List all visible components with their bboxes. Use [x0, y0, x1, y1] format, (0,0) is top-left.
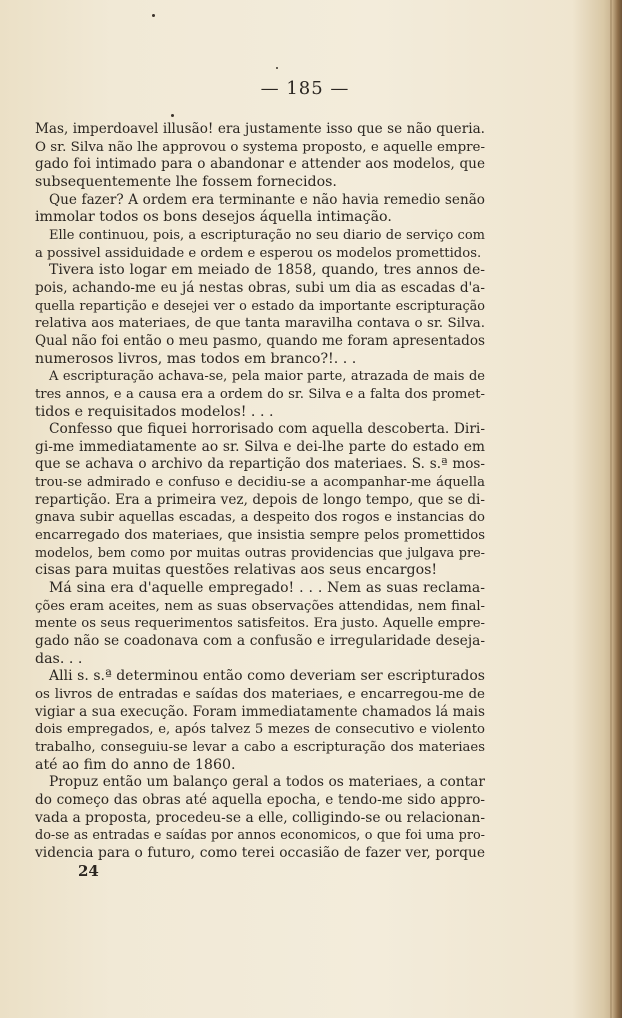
text-line: do começo das obras até aquella epocha, e tendo-me sido appro-	[35, 791, 485, 808]
text-line: tidos e requisitados modelos! . . .	[35, 403, 274, 420]
text-line: a possivel assiduidade e ordem e esperou os modelos promettidos.	[35, 245, 482, 261]
text-line: modelos, bem como por muitas outras providencias que julgava pre-	[35, 545, 485, 561]
text-line: encarregado dos materiaes, que insistia sempre pelos promettidos	[35, 528, 485, 544]
text-line: ções eram aceites, nem as suas observações attendidas, nem final-	[35, 598, 485, 614]
text-line: trou-se admirado e confuso e decidiu-se a acompanhar-me áquella	[35, 475, 485, 491]
text-line: Elle continuou, pois, a escripturação no seu diario de serviço com	[49, 227, 485, 243]
ink-speck	[276, 67, 278, 69]
text-line: cisas para muitas questões relativas aos seus encargos!	[35, 562, 438, 579]
text-line: Confesso que fiquei horrorisado com aquella descoberta. Diri-	[49, 421, 485, 438]
text-line: do-se as entradas e saídas por annos economicos, o que foi uma pro-	[35, 828, 485, 844]
text-line: trabalho, conseguiu-se levar a cabo a escripturação dos materiaes	[35, 739, 485, 755]
page-number-header: — 185 —	[260, 78, 350, 99]
text-line: mente os seus requerimentos satisfeitos. Era justo. Aquelle empre-	[35, 616, 485, 632]
text-line: relativa aos materiaes, de que tanta maravilha contava o sr. Silva.	[35, 316, 485, 332]
ink-speck	[152, 14, 155, 17]
text-line: quella repartição e desejei ver o estado da importante escripturação	[35, 298, 485, 314]
text-line: gado foi intimado para o abandonar e attender aos modelos, que	[35, 156, 485, 173]
text-line: gnava subir aquellas escadas, a despeito dos rogos e instancias do	[35, 510, 485, 526]
text-line: videncia para o futuro, como terei occasião de fazer ver, porque	[35, 844, 485, 861]
text-line: pois, achando-me eu já nestas obras, subi um dia as escadas d'a-	[35, 279, 485, 296]
text-line: Propuz então um balanço geral a todos os materiaes, a contar	[49, 774, 485, 791]
text-line: Qual não foi então o meu pasmo, quando me foram apresentados	[35, 332, 485, 349]
text-line: gado não se coadonava com a confusão e irregularidade deseja-	[35, 633, 485, 650]
signature-mark: 24	[78, 862, 99, 880]
text-line: os livros de entradas e saídas dos materiaes, e encarregou-me de	[35, 687, 485, 702]
text-line: tres annos, e a causa era a ordem do sr. Silva e a falta dos promet-	[35, 386, 485, 402]
text-line: gi-me immediatamente ao sr. Silva e dei-lhe parte do estado em	[35, 438, 485, 455]
ink-speck	[171, 114, 174, 117]
text-line: immolar todos os bons desejos áquella intimação.	[35, 209, 392, 226]
body-text	[35, 121, 485, 863]
text-line: que se achava o archivo da repartição dos materiaes. S. s.ª mos-	[35, 456, 485, 473]
page-edge-shadow	[612, 0, 622, 1018]
text-line: A escripturação achava-se, pela maior parte, atrazada de mais de	[49, 369, 485, 385]
text-line: vada a proposta, procedeu-se a elle, colligindo-se ou relacionan-	[35, 809, 485, 826]
text-line: subsequentemente lhe fossem fornecidos.	[35, 173, 337, 190]
text-line: Mas, imperdoavel illusão! era justamente isso que se não queria.	[35, 121, 485, 137]
text-line: Que fazer? A ordem era terminante e não havia remedio senão	[49, 191, 485, 208]
text-line: até ao fim do anno de 1860.	[35, 756, 236, 773]
text-line: Alli s. s.ª determinou então como deveriam ser escripturados	[49, 668, 485, 685]
text-line: numerosos livros, mas todos em branco?!. . .	[35, 350, 357, 367]
text-line: O sr. Silva não lhe approvou o systema proposto, e aquelle empre-	[35, 139, 485, 155]
text-line: dois empregados, e, após talvez 5 mezes de consecutivo e violento	[35, 722, 485, 738]
text-line: Tivera isto logar em meiado de 1858, quando, tres annos de-	[49, 262, 485, 279]
text-line: das. . .	[35, 650, 83, 667]
text-line: vigiar a sua execução. Foram immediatamente chamados lá mais	[35, 703, 485, 720]
text-line: Má sina era d'aquelle empregado! . . . Nem as suas reclama-	[49, 580, 485, 597]
text-line: repartição. Era a primeira vez, depois de longo tempo, que se di-	[35, 491, 485, 508]
